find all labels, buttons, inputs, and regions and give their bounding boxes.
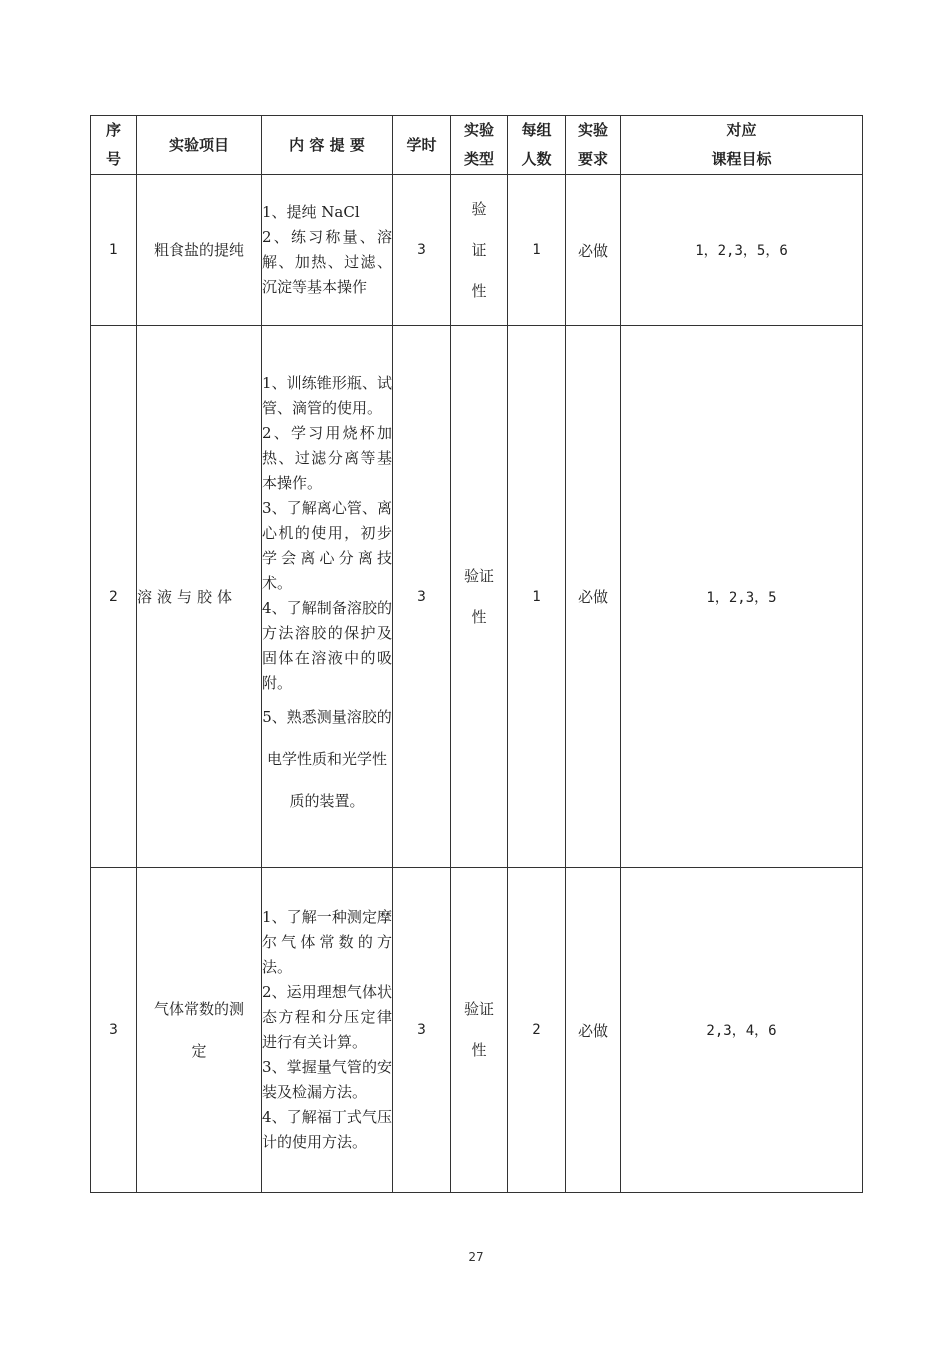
row-type: [451, 326, 508, 868]
row-type-text: 验证性: [464, 1000, 495, 1059]
row-requirement: 必做: [566, 326, 621, 868]
row-hours: 3: [393, 326, 451, 868]
row-project: [137, 868, 262, 1193]
row-type-text: 验证性: [464, 566, 495, 626]
row-requirement: 必做: [566, 868, 621, 1193]
row-content-text: 1、提纯 NaCl 2、练习称量、溶解、加热、过滤、沉淀等基本操作: [262, 203, 392, 296]
row-hours: 3: [393, 868, 451, 1193]
table-row: [91, 175, 863, 326]
header-goal: 对应 课程目标: [621, 116, 863, 175]
header-row: [91, 116, 863, 175]
experiment-table: [90, 115, 863, 1193]
row-content-text: 1、训练锥形瓶、试管、滴管的使用。 2、学习用烧杯加热、过滤分离等基本操作。 3、了解离心管、离心机的使用，初步学会离心分离技术。 4、了解制备溶胶的方法溶胶的保护及固体在溶液中的吸附。: [262, 374, 392, 692]
header-group: 每组 人数: [508, 116, 566, 175]
table-row: [91, 326, 863, 868]
row-content-text: 1、了解一种测定摩尔气体常数的方法。 2、运用理想气体状态方程和分压定律进行有关计算。 3、掌握量气管的安装及检漏方法。 4、了解福丁式气压计的使用方法。: [262, 908, 392, 1151]
row-group: 1: [508, 175, 566, 326]
header-content: 内 容 提 要: [262, 116, 393, 175]
row-content: [262, 868, 393, 1193]
row-project: [137, 326, 262, 868]
row-seq: 3: [91, 868, 137, 1193]
row-group: 2: [508, 868, 566, 1193]
header-project: 实验项目: [137, 116, 262, 175]
table-row: [91, 868, 863, 1193]
row-hours: 3: [393, 175, 451, 326]
row-seq: 1: [91, 175, 137, 326]
row-group: 1: [508, 326, 566, 868]
row-project-text: 溶液与胶体: [137, 587, 238, 606]
row-requirement: 必做: [566, 175, 621, 326]
row-type: [451, 868, 508, 1193]
row-content: [262, 326, 393, 868]
row-content-extra: 5、熟悉测量溶胶的电学性质和光学性质的装置。: [262, 708, 392, 810]
row-project: 粗食盐的提纯: [137, 175, 262, 326]
header-seq: 序 号: [91, 116, 137, 175]
row-type: [451, 175, 508, 326]
header-requirement: 实验 要求: [566, 116, 621, 175]
page-number: 27: [468, 1250, 484, 1264]
row-goal: 1，2,3，5，6: [621, 175, 863, 326]
row-content: [262, 175, 393, 326]
row-type-text: 验证性: [471, 199, 487, 300]
header-type: 实验 类型: [451, 116, 508, 175]
row-goal: 1，2,3，5: [621, 326, 863, 868]
row-seq: 2: [91, 326, 137, 868]
header-hours: 学时: [393, 116, 451, 175]
row-goal: 2,3，4，6: [621, 868, 863, 1193]
row-project-text: 气体常数的测定: [153, 1000, 244, 1060]
